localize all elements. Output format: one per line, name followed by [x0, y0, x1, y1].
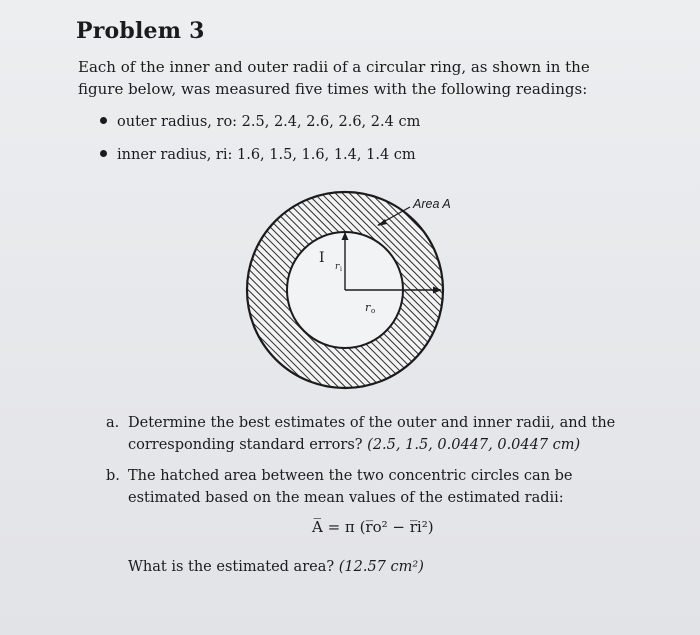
question-b — [106, 465, 616, 509]
question-a — [106, 412, 616, 456]
question-b-text: The hatched area between the two concentric circles can be estimated based on the mean values of the estimated radii: — [128, 468, 573, 506]
question-b-letter: b. — [106, 468, 120, 484]
ro-label: r — [365, 301, 371, 314]
area-formula: A̅ = π (r̅o² − r̅i²) — [312, 518, 434, 536]
question-a-text: Determine the best estimates of the outer and inner radii, and the corresponding standard errors? — [128, 415, 616, 453]
question-b-ask-text: What is the estimated area? — [128, 559, 335, 575]
ri-label: r — [335, 262, 340, 272]
problem-intro: Each of the inner and outer radii of a circular ring, as shown in the figure below, was measured five times with the following readings: — [78, 58, 590, 98]
ri-subscript: i — [340, 266, 342, 273]
question-b-ask — [128, 559, 424, 575]
bullet-text: outer radius, ro: 2.5, 2.4, 2.6, 2.6, 2.4 cm — [117, 114, 421, 130]
ro-subscript: o — [371, 307, 376, 315]
problem-title: Problem 3 — [76, 18, 205, 44]
marker-label: I — [319, 250, 325, 266]
question-b-answer: (12.57 cm²) — [338, 559, 424, 575]
area-label: Area A — [413, 197, 451, 211]
question-a-letter: a. — [106, 415, 120, 431]
bullet-text: inner radius, ri: 1.6, 1.5, 1.6, 1.4, 1.4 cm — [117, 147, 416, 163]
question-a-answer: (2.5, 1.5, 0.0447, 0.0447 cm) — [367, 437, 581, 453]
